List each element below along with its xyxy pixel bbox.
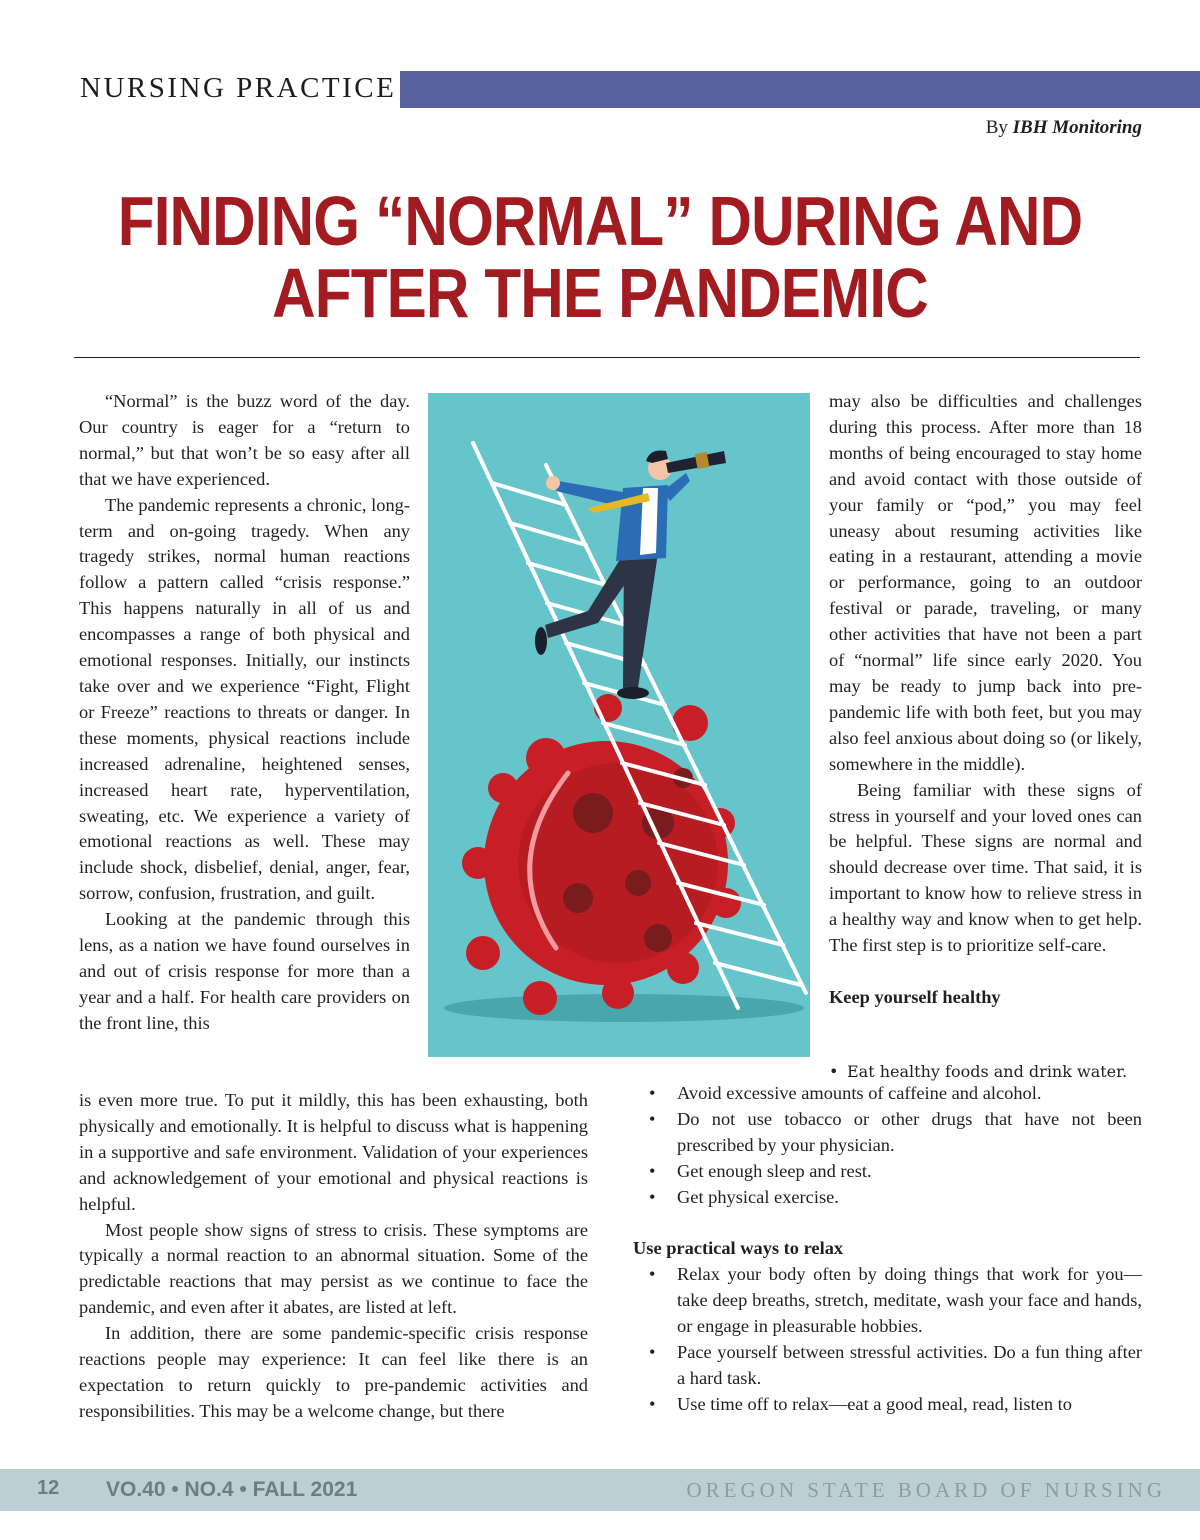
left-column-bottom (79, 1088, 588, 1425)
bullet: • (649, 1264, 656, 1285)
list-item (633, 1081, 1142, 1107)
paragraph: Looking at the pandemic through this lens, as a nation we have found ourselves in and out of crisis response for more than a year and a half. For health care providers on the front line, this (79, 909, 410, 1033)
paragraph: is even more true. To put it mildly, this has been exhausting, both physically and emotionally. It is helpful to discuss what is happening in a supportive and safe environment. Validation of your experiences and acknowledgement of your emotional and physical reactions is helpful. (79, 1090, 588, 1214)
list-item-text: Get physical exercise. (677, 1186, 839, 1207)
section-heading: Keep yourself healthy (829, 986, 1001, 1007)
right-column-bottom (633, 1062, 1142, 1418)
title-rule (74, 357, 1140, 358)
list-item (633, 1185, 1142, 1211)
bullet: • (649, 1186, 656, 1207)
ladder-virus-illustration (428, 393, 810, 1057)
list-item-text: Relax your body often by doing things that work for you—take deep breaths, stretch, meditate, wash your face and hands, or engage in pleasurable hobbies. (677, 1264, 1142, 1337)
list-item-text: Get enough sleep and rest. (677, 1160, 872, 1181)
bullet: • (649, 1160, 656, 1181)
title-line-2: AFTER THE PANDEMIC (272, 254, 928, 332)
list-keep-healthy (633, 1081, 1142, 1211)
bullet: • (649, 1342, 656, 1363)
bullet: • (649, 1108, 656, 1129)
paragraph: Most people show signs of stress to crisis. These symptoms are typically a normal reaction to an abnormal situation. Some of the predictable reactions that may persist as we continue to face the pandemic, and even after it abates, are listed at left. (79, 1219, 588, 1318)
list-item (633, 1062, 1142, 1081)
list-relax (633, 1262, 1142, 1417)
list-item (633, 1159, 1142, 1185)
issue-info: VO.40 • NO.4 • FALL 2021 (106, 1478, 358, 1501)
organization-name: OREGON STATE BOARD OF NURSING (686, 1478, 1166, 1502)
byline (986, 117, 1142, 139)
list-item (633, 1392, 1142, 1418)
byline-author: IBH Monitoring (1012, 117, 1142, 138)
right-column-top (829, 389, 1142, 1011)
bullet: • (649, 1393, 656, 1414)
footer (0, 1469, 1200, 1511)
list-item (633, 1262, 1142, 1340)
paragraph: In addition, there are some pandemic-specific crisis response reactions people may experience: It can feel like there is an expectation to return quickly to pre-pandemic activities and responsibilities. This may be a welcome change, but there (79, 1323, 588, 1421)
left-column-top (79, 389, 410, 1037)
title-line-1: FINDING “NORMAL” DURING AND (117, 182, 1083, 260)
list-item (633, 1107, 1142, 1159)
section-heading: Use practical ways to relax (633, 1238, 844, 1259)
list-item-text: Do not use tobacco or other drugs that have not been prescribed by your physician. (677, 1108, 1142, 1155)
page-number: 12 (37, 1477, 60, 1499)
list-item-text: Pace yourself between stressful activities. Do a fun thing after a hard task. (677, 1342, 1142, 1388)
article-title (84, 182, 1116, 332)
bullet: • (649, 1083, 656, 1103)
illustration (428, 393, 810, 1057)
list-item-text: Use time off to relax—eat a good meal, read, listen to (677, 1393, 1072, 1414)
paragraph: may also be difficulties and challenges during this process. After more than 18 months of being encouraged to stay home and avoid contact with those outside of your family or “pod,” you may feel uneasy about resuming activities like eating in a restaurant, attending a movie or performance, going to an outdoor festival or parade, traveling, or many other activities that have not been a part of “normal” life since early 2020. You may be ready to jump back into pre-pandemic life with both feet, but you may also feel anxious about doing so (or likely, somewhere in the middle). (829, 391, 1142, 774)
section-label: NURSING PRACTICE (80, 72, 397, 104)
bullet: • (829, 1062, 839, 1081)
section-bar (400, 71, 1200, 108)
list-item-text: Eat healthy foods and drink water. (847, 1062, 1128, 1081)
paragraph: Being familiar with these signs of stress in yourself and your loved ones can be helpful. These signs are normal and should decrease over time. That said, it is important to know how to relieve stress in a healthy way and know when to get help. The first step is to prioritize self-care. (829, 779, 1142, 956)
paragraph: “Normal” is the buzz word of the day. Our country is eager for a “return to normal,” but that won’t be so easy after all that we have experienced. (79, 391, 410, 489)
list-item (633, 1340, 1142, 1392)
list-item-text: Avoid excessive amounts of caffeine and alcohol. (677, 1083, 1042, 1103)
byline-prefix: By (985, 117, 1008, 138)
paragraph: The pandemic represents a chronic, long-term and on-going tragedy. When any tragedy strikes, normal human reactions follow a pattern called “crisis response.” This happens naturally in all of us and encompasses a range of both physical and emotional responses. Initially, our instincts take over and we experience “Fight, Flight or Freeze” reactions to threats or danger. In these moments, physical reactions include increased adrenaline, heightened senses, increased heart rate, hyperventilation, sweating, etc. We experience a variety of emotional reactions as well. These may include shock, disbelief, denial, anger, fear, sorrow, confusion, frustration, and guilt. (79, 494, 410, 904)
